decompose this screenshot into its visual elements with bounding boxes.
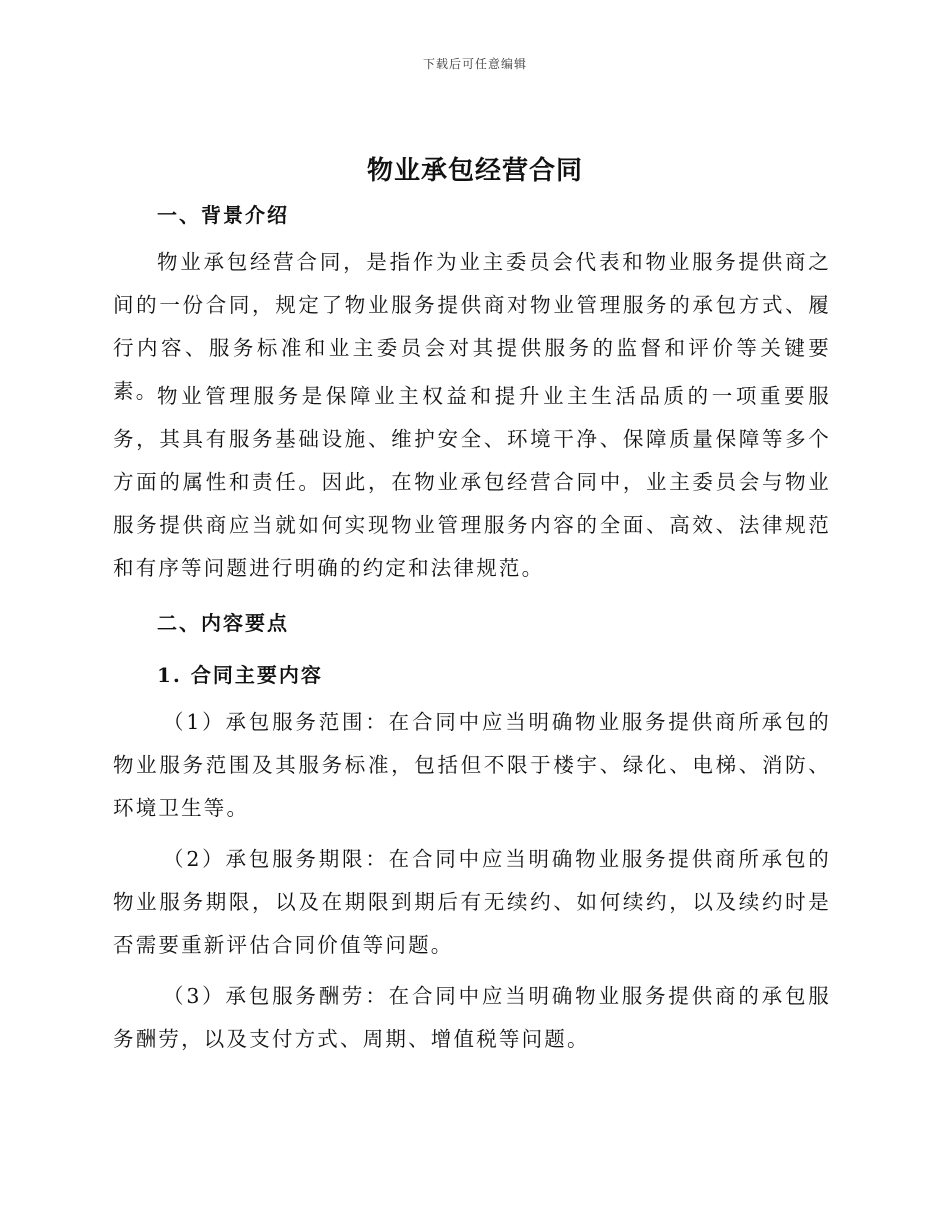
background-paragraph-2: 物业管理服务是保障业主权益和提升业主生活品质的一项重要服务，其具有服务基础设施、维护安全、环境干净、保障质量保障等多个方面的属性和责任。因此，在物业承包经营合同中，业主委员会与物业服务提供商应当就如何实现物业管理服务内容的全面、高效、法律规范和有序等问题进行明确的约定和法律规范。 [113,384,831,580]
content-item-scope: （1）承包服务范围：在合同中应当明确物业服务提供商所承包的物业服务范围及其服务标准，包括但不限于楼宇、绿化、电梯、消防、环境卫生等。 [113,710,831,820]
subsection-heading-main-content: 1. 合同主要内容 [157,663,323,687]
content-item-term: （2）承包服务期限：在合同中应当明确物业服务提供商所承包的物业服务期限，以及在期限到期后有无续约、如何续约，以及续约时是否需要重新评估合同价值等问题。 [113,847,831,957]
section-heading-background: 一、背景介绍 [157,203,289,227]
section-heading-key-points: 二、内容要点 [157,611,289,635]
background-paragraph-1: 物业承包经营合同，是指作为业主委员会代表和物业服务提供商之间的一份合同，规定了物业服务提供商对物业管理服务的承包方式、履行内容、服务标准和业主委员会对其提供服务的监督和评价等关键要素。 [113,250,831,403]
header-note: 下载后可任意编辑 [422,57,527,71]
content-item-remuneration: （3）承包服务酬劳：在合同中应当明确物业服务提供商的承包服务酬劳，以及支付方式、周期、增值税等问题。 [113,984,831,1051]
document-title: 物业承包经营合同 [366,156,583,186]
